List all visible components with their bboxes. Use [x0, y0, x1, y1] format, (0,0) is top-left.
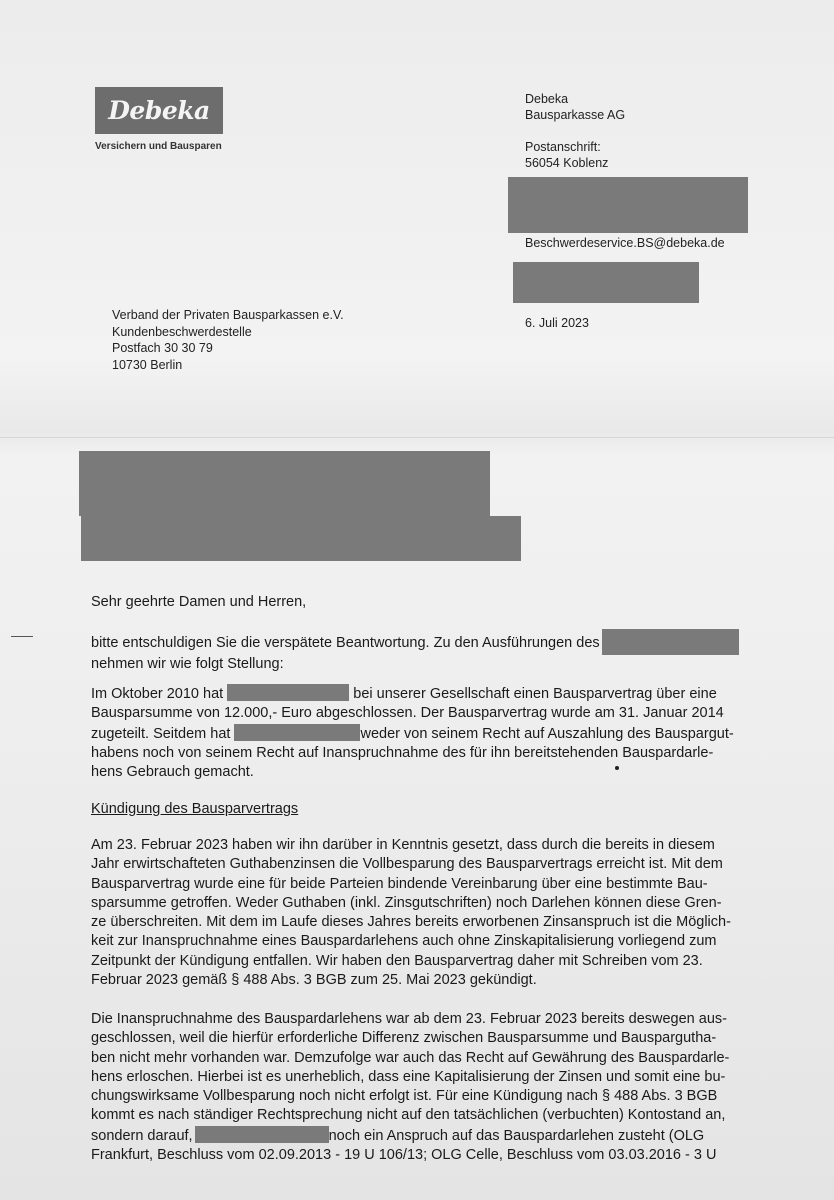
paper-fold-line — [0, 437, 834, 438]
redaction-block — [513, 262, 699, 303]
postal-city: 56054 Koblenz — [525, 156, 609, 170]
redaction-subject — [81, 516, 521, 561]
sender-line-1: Debeka — [525, 92, 569, 106]
letter-date: 6. Juli 2023 — [525, 316, 589, 330]
salutation: Sehr geehrte Damen und Herren, — [91, 594, 307, 610]
recipient-line-3: Postfach 30 30 79 — [112, 341, 213, 355]
sender-email: Beschwerdeservice.BS@debeka.de — [525, 236, 725, 250]
logo-tagline: Versichern und Bausparen — [95, 141, 222, 152]
paragraph-2: Im Oktober 2010 hat bei unserer Gesellschaft einen Bausparvertrag über eine Bausparsumme von 12.000,- Euro abgeschlossen. Der Bausparvertrag wurde am 31. Januar 2014 zugeteilt. Seitdem hat weder von seinem Recht auf Auszahlung des Bauspargut- habens noch von seinem Recht auf Inanspruchnahme des für ihn bereitstehenden Bauspardarle- hens Gebrauch gemacht. — [91, 686, 734, 781]
redaction-inline — [602, 629, 739, 655]
postal-label: Postanschrift: — [525, 140, 601, 154]
logo-brand-text: Debeka — [108, 96, 210, 125]
redaction-inline — [234, 724, 360, 741]
recipient-address — [112, 307, 344, 373]
recipient-line-4: 10730 Berlin — [112, 357, 183, 372]
recipient-line-1: Verband der Privaten Bausparkassen e.V. — [112, 308, 344, 322]
redaction-subject — [79, 451, 490, 516]
paragraph-1: bitte entschuldigen Sie die verspätete Beantwortung. Zu den Ausführungen des nehmen wir wie folgt Stellung: — [91, 629, 771, 674]
sender-postal — [525, 139, 608, 171]
recipient-line-2: Kundenbeschwerdestelle — [112, 324, 252, 339]
punch-mark — [11, 636, 33, 637]
paragraph-3: Am 23. Februar 2023 haben wir ihn darüber in Kenntnis gesetzt, dass durch die bereits in diesem Jahr erwirtschafteten Guthabenzinsen die Vollbesparung des Bausparvertrags erreicht ist. Mit dem Bausparvertrag wurde eine für beide Parteien bindende Vereinbarung über eine bestimmte Bau- sparsumme getroffen. Weder Guthaben (inkl. Zinsgutschriften) noch Darlehen können diese Gren- ze überschreiten. Mit dem im Laufe dieses Jahres bereits erworbenen Zinsanspruch ist die Möglich- keit zur Inanspruchnahme eines Bauspardarlehens auch ohne Zinskapitalisierung vorliegend zum Zeitpunkt der Kündigung entfallen. Wir haben den Bausparvertrag daher mit Schreiben vom 23. Februar 2023 gemäß § 488 Abs. 3 BGB zum 25. Mai 2023 gekündigt. — [91, 837, 731, 989]
sender-line-2: Bausparkasse AG — [525, 108, 626, 122]
sender-name — [525, 91, 625, 123]
section-heading: Kündigung des Bausparvertrags — [91, 801, 299, 817]
debeka-logo — [95, 87, 223, 134]
paragraph-4: Die Inanspruchnahme des Bauspardarlehens war ab dem 23. Februar 2023 bereits deswegen aus- geschlossen, weil die hierfür erforderliche Differenz zwischen Bausparsumme und Bausparguthа- ben nicht mehr vorhanden war. Demzufolge war auch das Recht auf Gewährung des Bauspardarle- hens erloschen. Hierbei ist es unerheblich, dass eine Kapitalisierung der Zinsen und somit eine bu- chungswirksame Vollbesparung noch nicht erfolgt ist. Für eine Kündigung nach § 488 Abs. 3 BGB kommt es nach ständiger Rechtsprechung nicht auf den tatsächlichen (verbuchten) Kontostand an, sondern darauf, noch ein Anspruch auf das Bauspardarlehen zusteht (OLG Frankfurt, Beschluss vom 02.09.2013 - 19 U 106/13; OLG Celle, Beschluss vom 03.03.2016 - 3 U — [91, 1011, 730, 1164]
redaction-inline — [195, 1126, 329, 1143]
redaction-block — [508, 177, 748, 233]
redaction-inline — [227, 684, 349, 701]
